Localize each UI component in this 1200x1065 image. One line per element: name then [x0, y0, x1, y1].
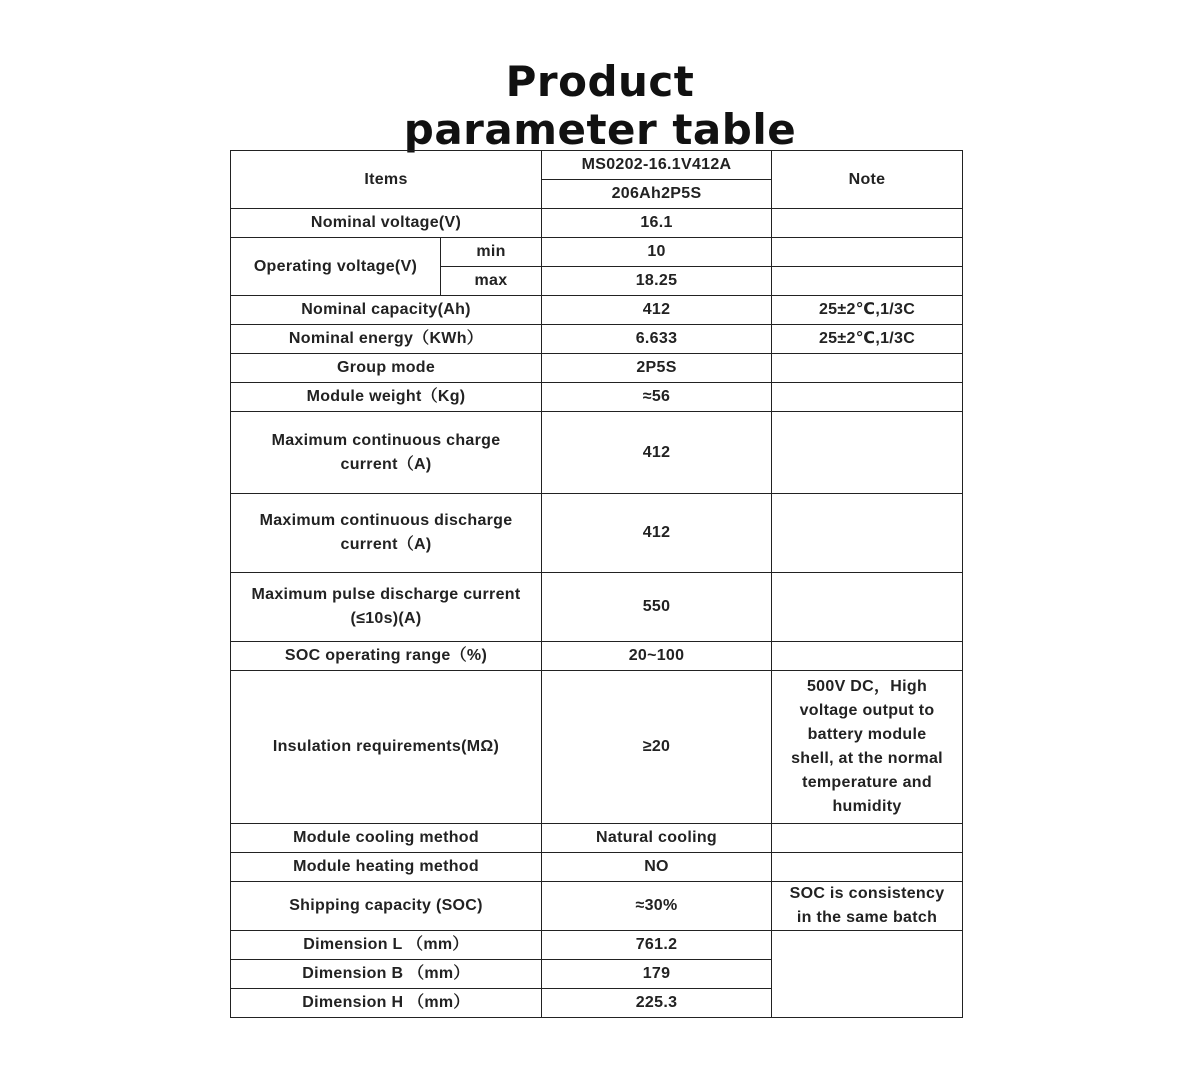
table-row	[231, 209, 963, 238]
row-label-line1: Maximum continuous charge	[271, 431, 501, 449]
row-label: SOC operating range（%)	[231, 642, 542, 671]
row-note-dimensions	[772, 931, 963, 1018]
table-row	[231, 354, 963, 383]
row-value: 20~100	[542, 642, 772, 671]
row-value: 10	[542, 238, 772, 267]
row-label	[231, 494, 542, 573]
row-label: Nominal capacity(Ah)	[231, 296, 542, 325]
table-row	[231, 412, 963, 494]
row-sublabel-min: min	[441, 238, 542, 267]
header-note-cell: Note	[772, 151, 963, 209]
row-label: Dimension H （mm）	[231, 989, 542, 1018]
header-config-cell: 206Ah2P5S	[542, 180, 772, 209]
row-value: ≈30%	[542, 882, 772, 931]
table-row	[231, 853, 963, 882]
row-note	[772, 383, 963, 412]
row-label-line1: Maximum continuous discharge	[259, 512, 513, 529]
table-row	[231, 296, 963, 325]
row-note	[772, 853, 963, 882]
row-note	[772, 882, 963, 931]
page-title-line1: Product	[505, 57, 695, 107]
row-label-line2: current（A)	[340, 455, 432, 473]
table-row	[231, 824, 963, 853]
row-note	[772, 267, 963, 296]
row-note: 25±2℃,1/3C	[772, 325, 963, 354]
row-note	[772, 494, 963, 573]
row-note	[772, 573, 963, 642]
note-line: SOC is consistency	[789, 885, 945, 902]
row-value: 412	[542, 412, 772, 494]
page-title	[0, 58, 1200, 154]
row-value: 761.2	[542, 931, 772, 960]
row-value: 6.633	[542, 325, 772, 354]
row-label-line2: current（A)	[340, 536, 432, 553]
row-label: Module weight（Kg)	[231, 383, 542, 412]
row-label: Module heating method	[231, 853, 542, 882]
note-line: shell, at the normal	[791, 750, 943, 767]
table-row	[231, 494, 963, 573]
row-value: 16.1	[542, 209, 772, 238]
row-label: Nominal energy（KWh）	[231, 325, 542, 354]
product-parameter-table	[230, 150, 963, 1018]
row-label: Nominal voltage(V)	[231, 209, 542, 238]
table-row	[231, 642, 963, 671]
table-row	[231, 383, 963, 412]
table-row	[231, 671, 963, 824]
row-label	[231, 573, 542, 642]
row-value: 412	[542, 494, 772, 573]
row-label: Operating voltage(V)	[231, 238, 441, 296]
row-note	[772, 824, 963, 853]
row-value: 18.25	[542, 267, 772, 296]
row-value: ≥20	[542, 671, 772, 824]
row-value: 179	[542, 960, 772, 989]
row-note	[772, 671, 963, 824]
row-label: Shipping capacity (SOC)	[231, 882, 542, 931]
row-label	[231, 412, 542, 494]
note-line: 500V DC，High	[806, 678, 928, 695]
row-value: NO	[542, 853, 772, 882]
row-value: 412	[542, 296, 772, 325]
row-note	[772, 209, 963, 238]
row-label: Group mode	[231, 354, 542, 383]
page-title-line2: parameter table	[403, 105, 797, 155]
row-note	[772, 642, 963, 671]
row-label: Dimension L （mm）	[231, 931, 542, 960]
table-header-row	[231, 151, 963, 180]
table-row	[231, 238, 963, 267]
table-row	[231, 325, 963, 354]
row-value: Natural cooling	[542, 824, 772, 853]
row-note	[772, 354, 963, 383]
header-model-cell: MS0202-16.1V412A	[542, 151, 772, 180]
note-line: humidity	[832, 798, 902, 815]
table-row	[231, 931, 963, 960]
row-value: 2P5S	[542, 354, 772, 383]
table-row	[231, 573, 963, 642]
table-row	[231, 882, 963, 931]
row-note	[772, 412, 963, 494]
row-sublabel-max: max	[441, 267, 542, 296]
row-label-line2: (≤10s)(A)	[350, 610, 422, 627]
row-label-line1: Maximum pulse discharge current	[251, 586, 521, 603]
note-line: voltage output to	[799, 702, 935, 719]
row-label: Module cooling method	[231, 824, 542, 853]
row-label: Insulation requirements(MΩ)	[231, 671, 542, 824]
row-note: 25±2℃,1/3C	[772, 296, 963, 325]
row-note	[772, 238, 963, 267]
row-value: 225.3	[542, 989, 772, 1018]
header-items-cell: Items	[231, 151, 542, 209]
note-line: in the same batch	[796, 909, 938, 926]
note-line: battery module	[807, 726, 927, 743]
row-value: 550	[542, 573, 772, 642]
row-value: ≈56	[542, 383, 772, 412]
note-line: temperature and	[802, 774, 932, 791]
row-label: Dimension B （mm）	[231, 960, 542, 989]
